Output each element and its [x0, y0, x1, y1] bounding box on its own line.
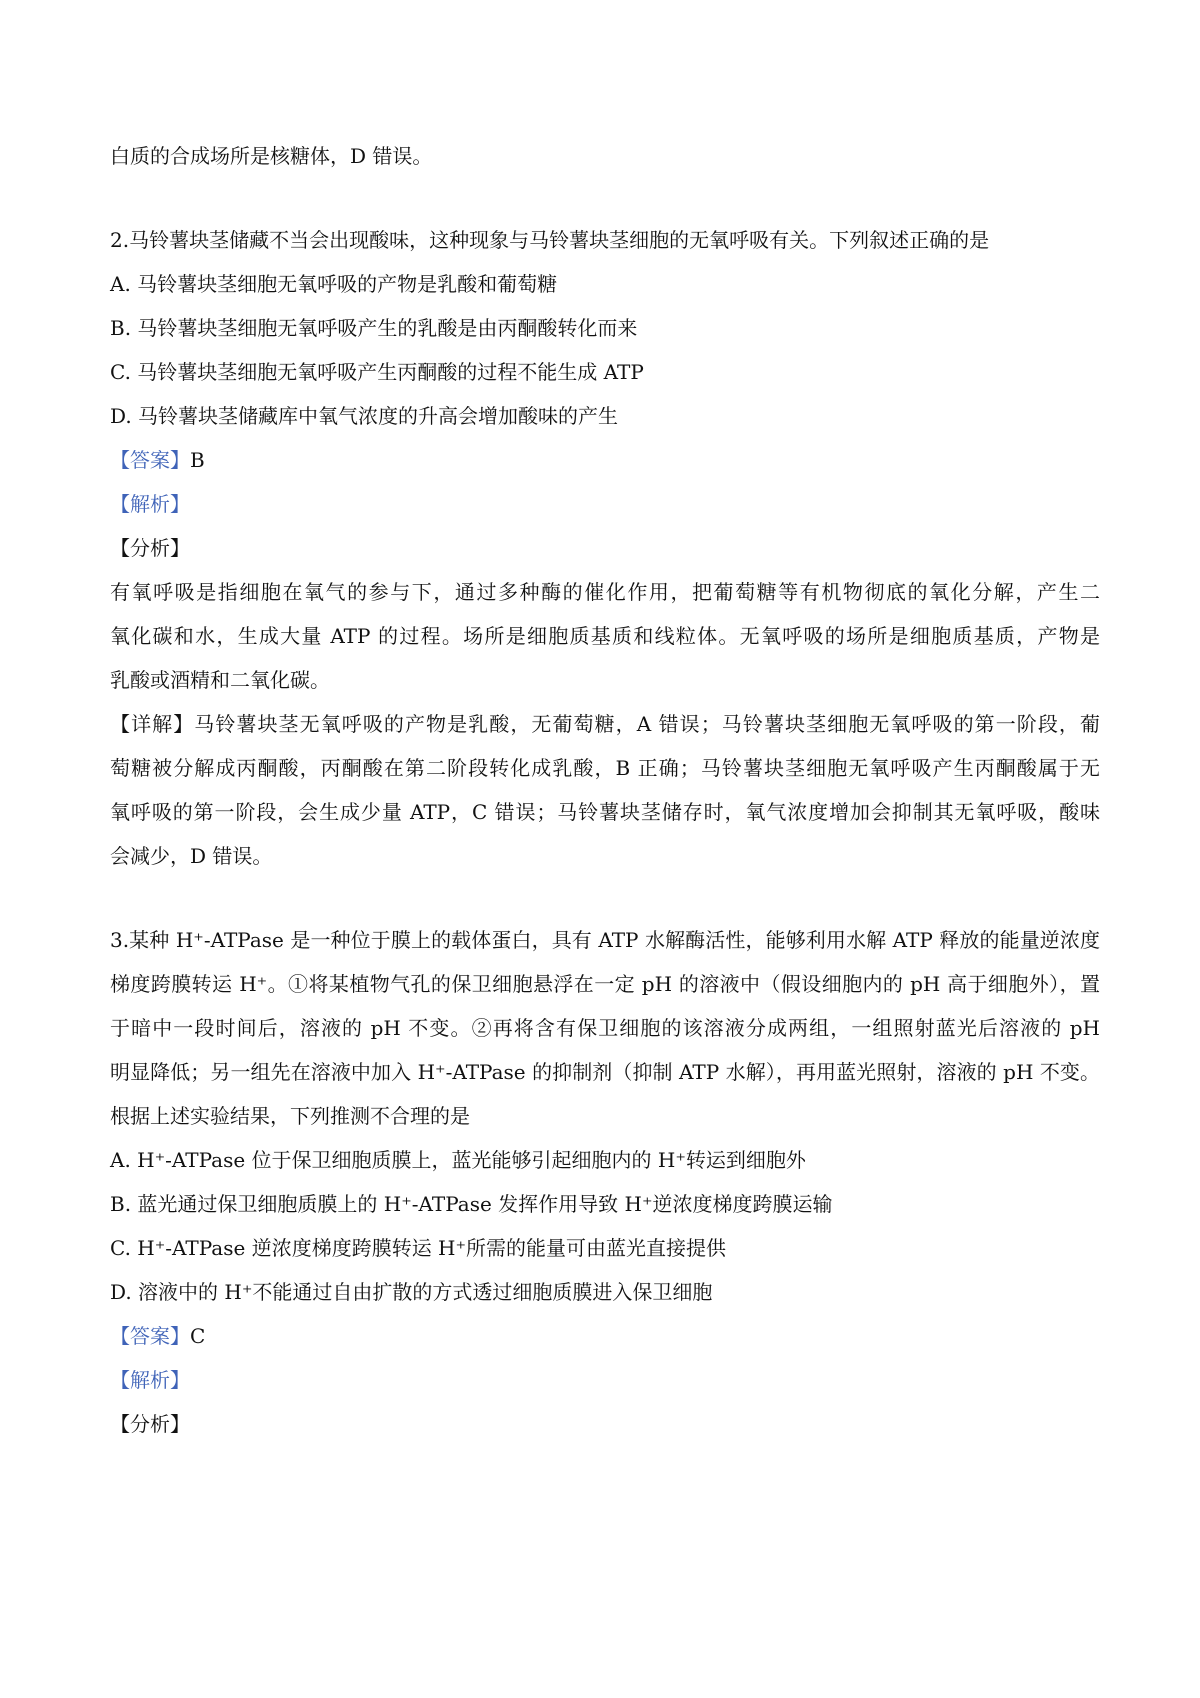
q3-stem-line-2: 梯度跨膜转运 H⁺。①将某植物气孔的保卫细胞悬浮在一定 pH 的溶液中（假设细胞内的 pH 高于细胞外），置 [110, 972, 1100, 996]
q2-fenxi-tag: 【分析】 [110, 536, 190, 560]
q2-xiangjie-line-2: 萄糖被分解成丙酮酸，丙酮酸在第二阶段转化成乳酸，B 正确；马铃薯块茎细胞无氧呼吸产生丙酮酸属于无 [110, 756, 1100, 780]
q3-stem-line-5: 根据上述实验结果，下列推测不合理的是 [110, 1104, 470, 1128]
q2-xiangjie-line-1: 【详解】马铃薯块茎无氧呼吸的产物是乳酸，无葡萄糖，A 错误；马铃薯块茎细胞无氧呼吸的第一阶段，葡 [110, 712, 1100, 736]
q2-jiexi-tag: 【解析】 [110, 492, 190, 516]
q2-answer-tag: 【答案】 [110, 448, 190, 472]
q3-stem-line-3: 于暗中一段时间后，溶液的 pH 不变。②再将含有保卫细胞的该溶液分成两组，一组照射蓝光后溶液的 pH [110, 1016, 1100, 1040]
q3-answer-value: C [190, 1324, 206, 1348]
q2-answer [110, 446, 1100, 474]
continuation-line: 白质的合成场所是核糖体，D 错误。 [110, 144, 433, 168]
q2-fenxi-line-3: 乳酸或酒精和二氧化碳。 [110, 668, 330, 692]
q2-xiangjie-line-3: 氧呼吸的第一阶段，会生成少量 ATP，C 错误；马铃薯块茎储存时，氧气浓度增加会抑制其无氧呼吸，酸味 [110, 800, 1100, 824]
q3-stem-line-4: 明显降低；另一组先在溶液中加入 H⁺-ATPase 的抑制剂（抑制 ATP 水解），再用蓝光照射，溶液的 pH 不变。 [110, 1060, 1100, 1084]
q3-answer [110, 1322, 1100, 1350]
q2-fenxi-line-2: 氧化碳和水，生成大量 ATP 的过程。场所是细胞质基质和线粒体。无氧呼吸的场所是细胞质基质，产物是 [110, 624, 1100, 648]
q3-option-b: B. 蓝光通过保卫细胞质膜上的 H⁺-ATPase 发挥作用导致 H⁺逆浓度梯度跨膜运输 [110, 1192, 833, 1216]
q2-fenxi-line-1: 有氧呼吸是指细胞在氧气的参与下，通过多种酶的催化作用，把葡萄糖等有机物彻底的氧化分解，产生二 [110, 580, 1100, 604]
q2-option-d: D. 马铃薯块茎储藏库中氧气浓度的升高会增加酸味的产生 [110, 404, 619, 428]
q3-option-c: C. H⁺-ATPase 逆浓度梯度跨膜转运 H⁺所需的能量可由蓝光直接提供 [110, 1236, 727, 1260]
q2-answer-value: B [190, 448, 205, 472]
q3-option-d: D. 溶液中的 H⁺不能通过自由扩散的方式透过细胞质膜进入保卫细胞 [110, 1280, 713, 1304]
q2-option-a: A. 马铃薯块茎细胞无氧呼吸的产物是乳酸和葡萄糖 [110, 272, 558, 296]
q2-option-c: C. 马铃薯块茎细胞无氧呼吸产生丙酮酸的过程不能生成 ATP [110, 360, 644, 384]
q3-option-a: A. H⁺-ATPase 位于保卫细胞质膜上，蓝光能够引起细胞内的 H⁺转运到细胞外 [110, 1148, 806, 1172]
q3-jiexi-tag: 【解析】 [110, 1368, 190, 1392]
q2-option-b: B. 马铃薯块茎细胞无氧呼吸产生的乳酸是由丙酮酸转化而来 [110, 316, 638, 340]
q2-stem: 2.马铃薯块茎储藏不当会出现酸味，这种现象与马铃薯块茎细胞的无氧呼吸有关。下列叙述正确的是 [110, 228, 990, 252]
q2-xiangjie-line-4: 会减少，D 错误。 [110, 844, 273, 868]
q3-stem-line-1: 3.某种 H⁺-ATPase 是一种位于膜上的载体蛋白，具有 ATP 水解酶活性，能够利用水解 ATP 释放的能量逆浓度 [110, 928, 1100, 952]
q3-answer-tag: 【答案】 [110, 1324, 190, 1348]
q3-fenxi-tag: 【分析】 [110, 1412, 190, 1436]
